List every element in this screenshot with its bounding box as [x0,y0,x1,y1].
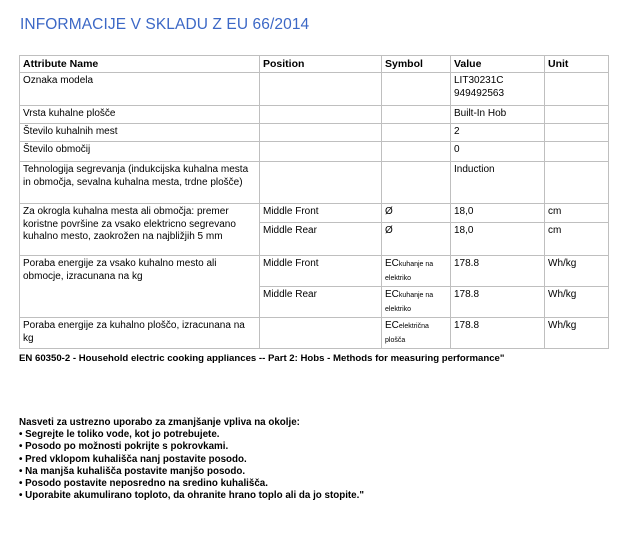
attribute-name: Število kuhalnih mest [20,124,260,142]
symbol-cell [382,318,451,349]
table-row-diameter-front [20,204,609,223]
attribute-name: Poraba energije za vsako kuhalno mesto ali obmocje, izracunana na kg [20,256,260,318]
table-row-energy-hob [20,318,609,349]
value-cell: 178.8 [451,256,545,287]
position-cell [260,162,382,204]
energy-symbol-subscript: električna plošča [385,323,429,344]
symbol-cell [382,256,451,287]
symbol-cell [382,162,451,204]
unit-cell [545,142,609,162]
attribute-name: Za okrogla kuhalna mesta ali območja: premer koristne površine za vsako elektricno segrevano kuhalno mesto, zaokrožen na najbližjih 5 mm [20,204,260,256]
symbol-cell: Ø [382,204,451,223]
symbol-cell [382,124,451,142]
advice-section [19,417,619,502]
unit-cell: Wh/kg [545,256,609,287]
symbol-cell: Ø [382,223,451,256]
value-cell: 18,0 [451,204,545,223]
symbol-cell [382,287,451,318]
value-cell: 18,0 [451,223,545,256]
unit-cell: Wh/kg [545,287,609,318]
advice-item: • Uporabite akumulirano toploto, da ohranite hrano toplo ali da jo stopite." [19,490,364,502]
symbol-cell [382,142,451,162]
value-cell: 0 [451,142,545,162]
value-cell: 178.8 [451,318,545,349]
unit-cell: Wh/kg [545,318,609,349]
table-row-model [20,73,609,106]
value-cell: 2 [451,124,545,142]
position-cell [260,106,382,124]
value-cell: 178.8 [451,287,545,318]
energy-symbol-subscript: kuhanje na elektriko [385,261,434,282]
value-cell: Induction [451,162,545,204]
model-code: LIT30231C [454,75,504,86]
energy-symbol-subscript: kuhanje na elektriko [385,292,434,313]
unit-cell: cm [545,204,609,223]
column-header-value: Value [451,56,545,73]
position-cell [260,124,382,142]
position-cell: Middle Rear [260,287,382,318]
advice-item: • Segrejte le toliko vode, kot jo potrebujete. [19,429,220,441]
value-cell [451,73,545,106]
symbol-cell [382,106,451,124]
column-header-attribute: Attribute Name [20,56,260,73]
attribute-name: Število območij [20,142,260,162]
document-title: INFORMACIJE V SKLADU Z EU 66/2014 [20,16,310,33]
standard-reference: EN 60350-2 - Household electric cooking appliances -- Part 2: Hobs - Methods for measuring performance" [19,353,505,364]
energy-symbol: EC [385,258,399,269]
column-header-unit: Unit [545,56,609,73]
unit-cell [545,73,609,106]
position-cell [260,142,382,162]
table-row-hob-type [20,106,609,124]
advice-item: • Posodo postavite neposredno na sredino kuhališča. [19,478,268,490]
attribute-name: Poraba energije za kuhalno ploščo, izracunana na kg [20,318,260,349]
unit-cell: cm [545,223,609,256]
attribute-name: Oznaka modela [20,73,260,106]
table-header-row [20,56,609,73]
table-row-technology [20,162,609,204]
energy-symbol: EC [385,320,399,331]
advice-item: • Posodo po možnosti pokrijte s pokrovkami. [19,441,229,453]
value-cell: Built-In Hob [451,106,545,124]
position-cell [260,318,382,349]
position-cell: Middle Rear [260,223,382,256]
table-row-areas [20,142,609,162]
advice-item: • Pred vklopom kuhališča nanj postavite posodo. [19,453,247,465]
product-number: 949492563 [454,87,505,99]
symbol-cell [382,73,451,106]
table-row-energy-front [20,256,609,287]
table-row-zones [20,124,609,142]
column-header-symbol: Symbol [382,56,451,73]
unit-cell [545,106,609,124]
attribute-name: Vrsta kuhalne plošče [20,106,260,124]
advice-item: • Na manjša kuhališča postavite manjšo posodo. [19,465,246,477]
unit-cell [545,162,609,204]
attribute-name: Tehnologija segrevanja (indukcijska kuhalna mesta in območja, sevalna kuhalna mesta, trdne plošče) [20,162,260,204]
unit-cell [545,124,609,142]
column-header-position: Position [260,56,382,73]
position-cell: Middle Front [260,204,382,223]
position-cell: Middle Front [260,256,382,287]
position-cell [260,73,382,106]
energy-symbol: EC [385,289,399,300]
product-info-table [19,55,609,349]
advice-title: Nasveti za ustrezno uporabo za zmanjšanje vpliva na okolje: [19,417,300,428]
